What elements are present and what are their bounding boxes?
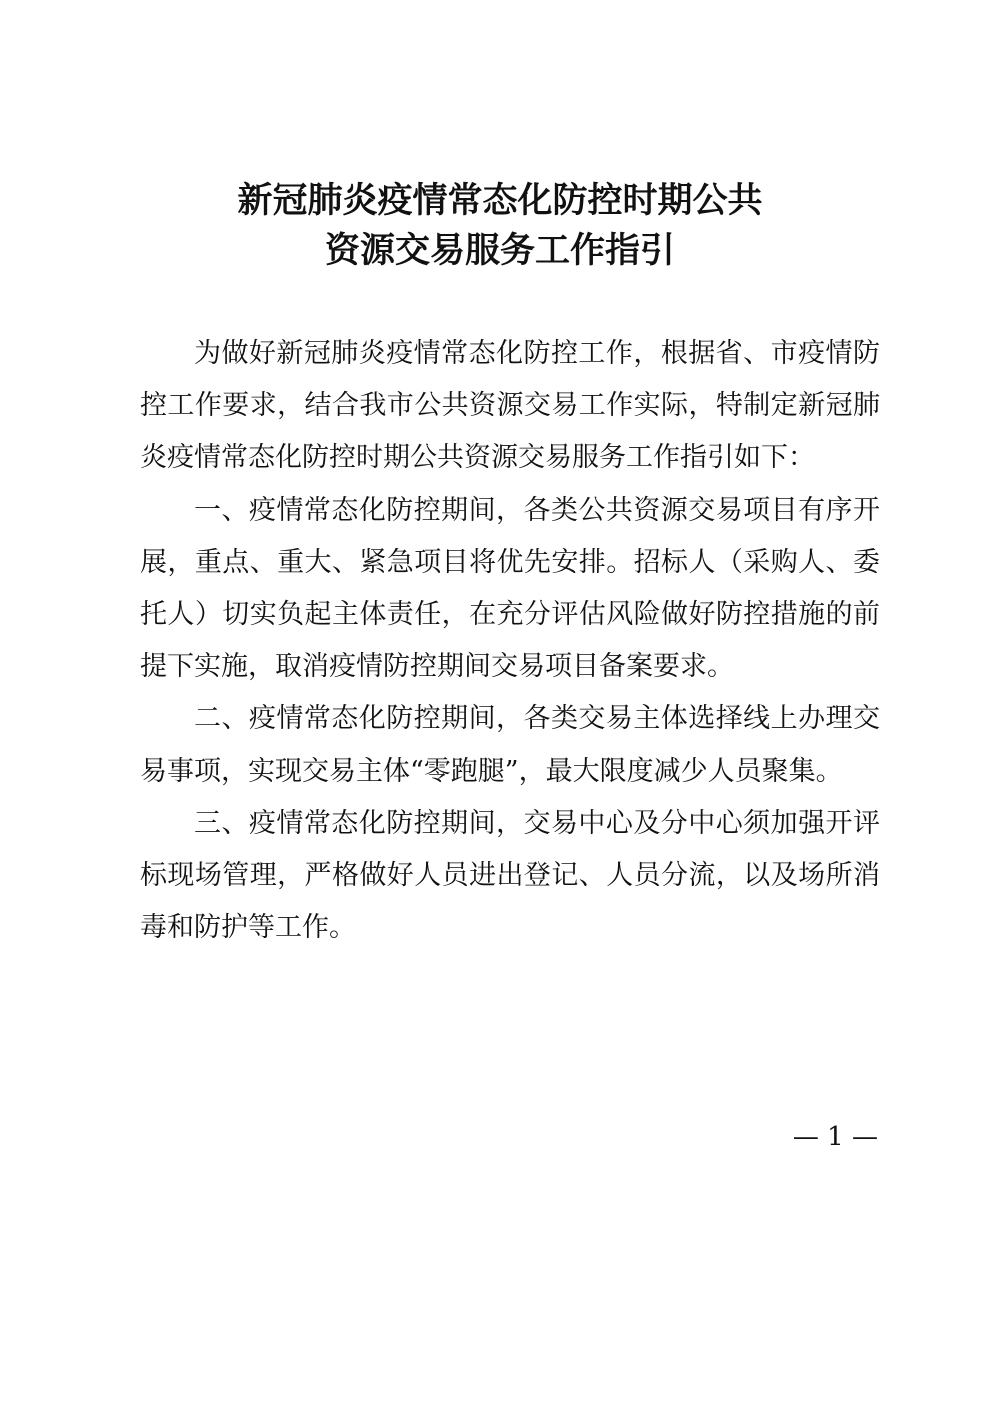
document-title-line-2: 资源交易服务工作指引: [324, 231, 675, 271]
item-1-paragraph: 一、疫情常态化防控期间，各类公共资源交易项目有序开展，重点、重大、紧急项目将优先安排。招标人（采购人、委托人）切实负起主体责任，在充分评估风险做好防控措施的前提下实施，取消疫情防控期间交易项目备案要求。: [140, 494, 880, 683]
item-2-paragraph: 二、疫情常态化防控期间，各类交易主体选择线上办理交易事项，实现交易主体“零跑腿”，最大限度减少人员聚集。: [140, 703, 880, 787]
document-body: [140, 328, 880, 954]
item-3-paragraph: 三、疫情常态化防控期间，交易中心及分中心须加强开评标现场管理，严格做好人员进出登记、人员分流，以及场所消毒和防护等工作。: [140, 807, 880, 944]
page-number: — 1 —: [792, 1122, 878, 1152]
document-title-line-1: 新冠肺炎疫情常态化防控时期公共: [237, 181, 763, 221]
intro-paragraph: 为做好新冠肺炎疫情常态化防控工作，根据省、市疫情防控工作要求，结合我市公共资源交易工作实际，特制定新冠肺炎疫情常态化防控时期公共资源交易服务工作指引如下：: [140, 338, 880, 474]
